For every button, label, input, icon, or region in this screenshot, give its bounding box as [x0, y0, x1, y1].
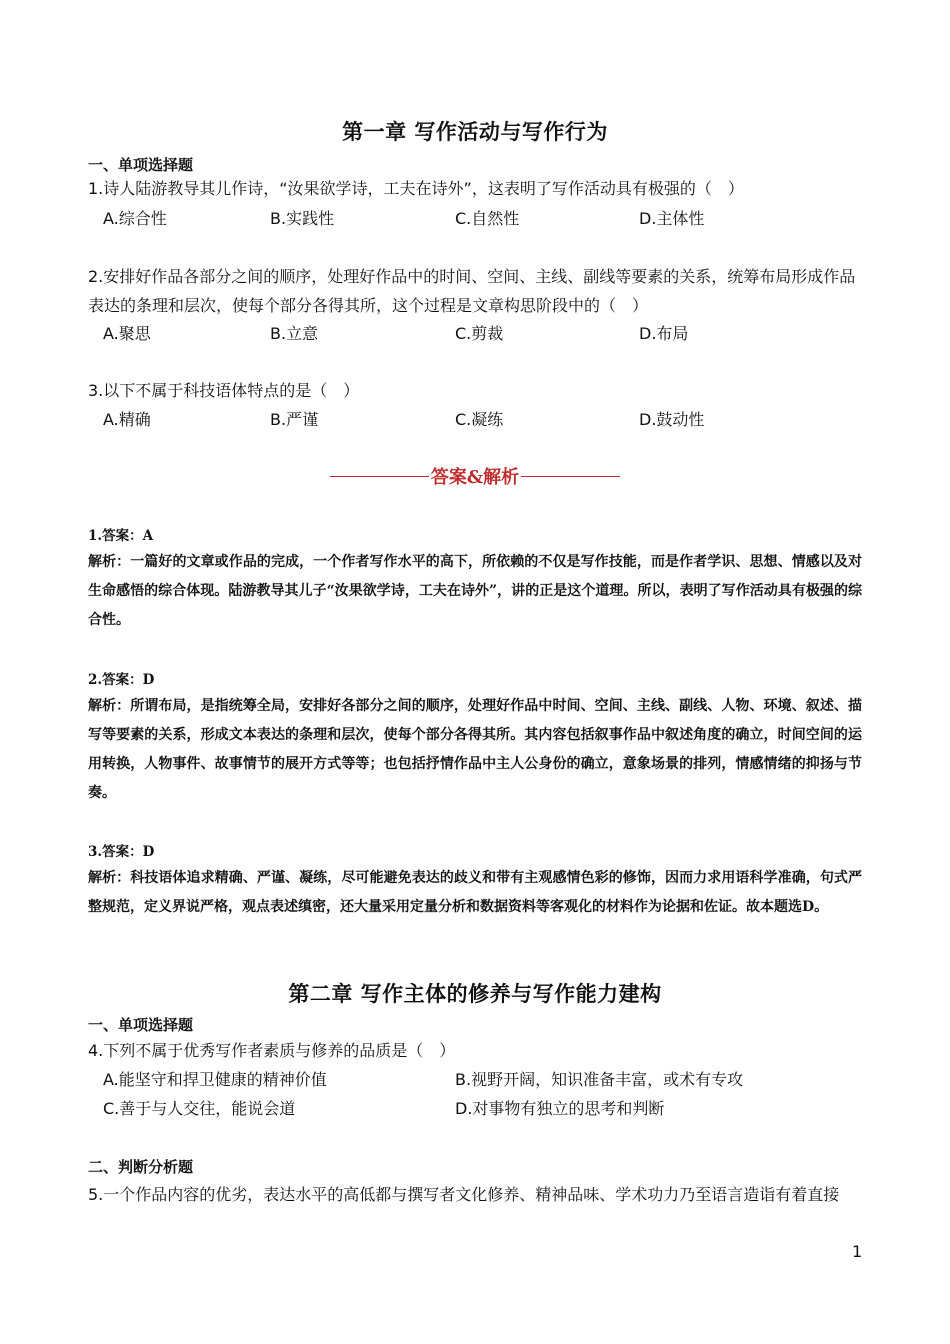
- q3-option-d: D.鼓动性: [639, 410, 705, 429]
- question-1: 1.诗人陆游教导其儿作诗，“汝果欲学诗，工夫在诗外”，这表明了写作活动具有极强的（ ）: [88, 179, 744, 198]
- q4-option-b: B.视野开阔，知识准备丰富，或术有专攻: [455, 1070, 744, 1089]
- divider-rule-left: [330, 476, 429, 477]
- chapter2-title: 第二章 写作主体的修养与写作能力建构: [288, 982, 662, 1006]
- q3-option-c: C.凝练: [455, 410, 504, 429]
- answer-divider-label: 答案&解析: [430, 467, 520, 488]
- answer-divider: [330, 464, 620, 488]
- q2-option-b: B.立意: [270, 324, 319, 343]
- explanation-2: 解析：所谓布局，是指统筹全局，安排好各部分之间的顺序，处理好作品中时间、空间、主线、副线、人物、环境、叙述、描写等要素的关系，形成文本表达的条理和层次，使每个部分各得其所。其内容包括叙事作品中叙述角度的确立，时间空间的运用转换，人物事件、故事情节的展开方式等等；也包括抒情作品中主人公身份的确立，意象场景的排列，情感情绪的抑扬与节奏。: [88, 698, 862, 801]
- chapter1-title: 第一章 写作活动与写作行为: [342, 120, 608, 144]
- q3-option-b: B.严谨: [270, 410, 319, 429]
- q3-option-a: A.精确: [103, 410, 151, 429]
- answer-3: 3.答案：D: [88, 844, 155, 860]
- chapter1-section-heading: 一、单项选择题: [88, 156, 194, 174]
- q1-option-b: B.实践性: [270, 209, 335, 228]
- q1-option-a: A.综合性: [103, 209, 167, 228]
- q2-option-c: C.剪裁: [455, 324, 504, 343]
- question-4: 4.下列不属于优秀写作者素质与修养的品质是（ ）: [88, 1041, 456, 1060]
- q4-option-c: C.善于与人交往，能说会道: [103, 1099, 296, 1118]
- question-3: 3.以下不属于科技语体特点的是（ ）: [88, 381, 360, 400]
- q4-option-d: D.对事物有独立的思考和判断: [455, 1099, 665, 1118]
- divider-rule-right: [521, 476, 620, 477]
- explanation-3: 解析：科技语体追求精确、严谨、凝练，尽可能避免表达的歧义和带有主观感情色彩的修饰，因而力求用语科学准确，句式严整规范，定义界说严格，观点表述缜密，还大量采用定量分析和数据资料等客观化的材料作为论据和佐证。故本题选D。: [88, 870, 862, 915]
- q2-option-d: D.布局: [639, 324, 689, 343]
- answer-1: 1.答案：A: [88, 528, 154, 544]
- q2-option-a: A.聚思: [103, 324, 151, 343]
- question-5: 5.一个作品内容的优劣，表达水平的高低都与撰写者文化修养、精神品味、学术功力乃至语言造诣有着直接: [88, 1185, 840, 1204]
- q1-option-c: C.自然性: [455, 209, 520, 228]
- chapter2-section-heading: 一、单项选择题: [88, 1016, 194, 1034]
- explanation-1: 解析：一篇好的文章或作品的完成，一个作者写作水平的高下，所依赖的不仅是写作技能，而是作者学识、思想、情感以及对生命感悟的综合体现。陆游教导其儿子“汝果欲学诗，工夫在诗外”，讲的正是这个道理。所以，表明了写作活动具有极强的综合性。: [88, 554, 862, 628]
- answer-2: 2.答案：D: [88, 672, 155, 688]
- q4-option-a: A.能坚守和捍卫健康的精神价值: [103, 1070, 327, 1089]
- q1-option-d: D.主体性: [639, 209, 705, 228]
- page-number: 1: [852, 1242, 863, 1261]
- chapter2-section2-heading: 二、判断分析题: [88, 1158, 194, 1176]
- question-2: 2.安排好作品各部分之间的顺序，处理好作品中的时间、空间、主线、副线等要素的关系，统筹布局形成作品表达的条理和层次，使每个部分各得其所，这个过程是文章构思阶段中的（ ）: [88, 267, 856, 315]
